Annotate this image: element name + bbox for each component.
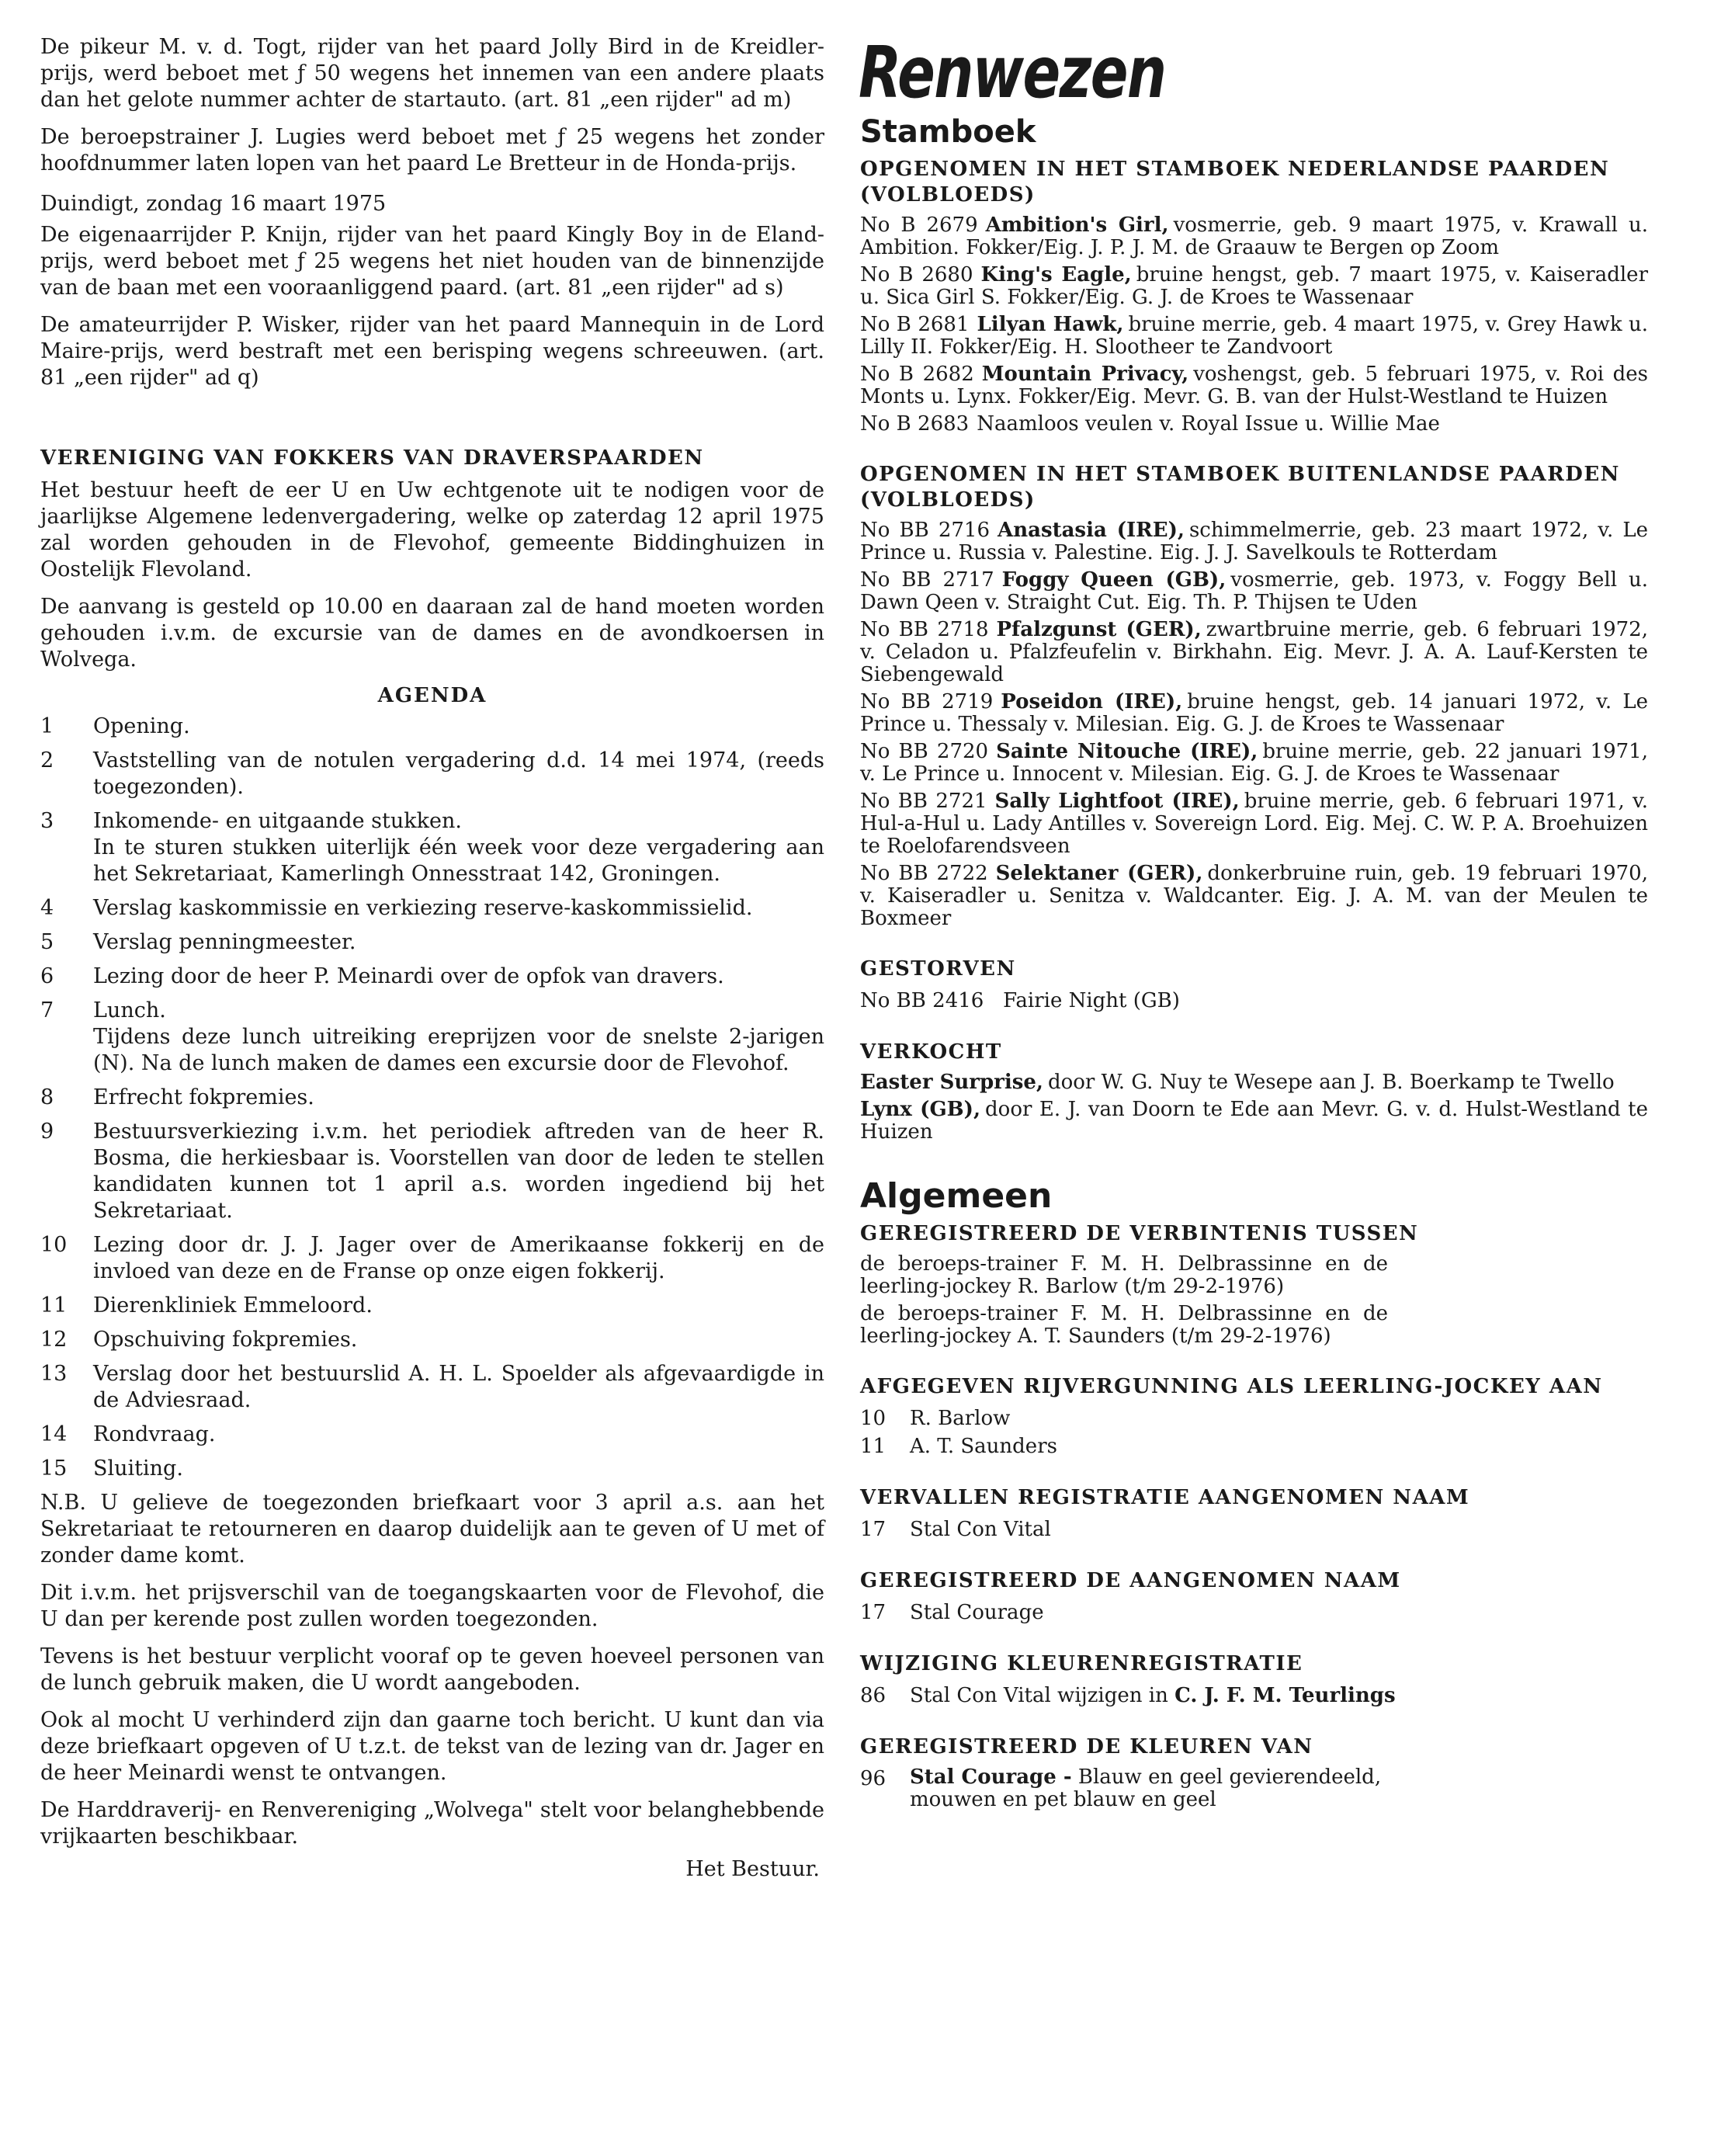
- stamboek-entry: [860, 569, 1648, 614]
- subsection-title-stamboek: Stamboek: [860, 114, 1036, 150]
- entry-bold: C. J. F. M. Teurlings: [1174, 1684, 1396, 1707]
- entry-number: 10: [860, 1407, 886, 1430]
- entry-text: vosmerrie, geb. 9 maart 1975, v. Krawall u. Ambition. Fokker/Eig. J. P. J. M. de Graauw te Bergen op Zoom: [860, 214, 1648, 259]
- agenda-line: Inkomende- en uitgaande stukken.: [93, 809, 462, 833]
- rijvergunning-entry: [860, 1406, 1648, 1431]
- agenda-item: [40, 1327, 824, 1353]
- agenda-item: [40, 748, 824, 800]
- entry-text: voshengst, geb. 5 februari 1975, v. Roi des Monts u. Lynx. Fokker/Eig. Mevr. G. B. van der Hulst-Westland te Huizen: [860, 363, 1648, 408]
- horse-name: Anastasia (IRE),: [998, 519, 1185, 542]
- entry-number: 17: [860, 1518, 886, 1541]
- verkocht-entry: [860, 1099, 1648, 1144]
- agenda-item: [40, 808, 824, 887]
- agenda-item: [40, 1422, 824, 1448]
- paragraph: Ook al mocht U verhinderd zijn dan gaarne toch bericht. U kunt dan via deze briefkaart opgeven of U t.z.t. de tekst van de lezing van dr. Jager en de heer Meinardi wenst te ontvangen.: [40, 1708, 824, 1785]
- paragraph: De pikeur M. v. d. Togt, rijder van het paard Jolly Bird in de Kreidler-prijs, werd beboet met ƒ 50 wegens het innemen van een andere plaats dan het gelote nummer achter de startauto. (art. 81 „een rijder" ad m): [40, 35, 824, 112]
- agenda-text: [93, 1119, 824, 1224]
- agenda-text: [93, 1327, 824, 1353]
- agenda-text: [93, 998, 824, 1077]
- agenda-number: 1: [40, 714, 54, 738]
- entry-number: No B 2681: [860, 313, 970, 336]
- agenda-text: [93, 1293, 824, 1319]
- entry-number: 17: [860, 1601, 886, 1624]
- rijvergunning-entry: [860, 1434, 1648, 1459]
- entry-text: bruine merrie, geb. 6 februari 1971, v. Hul-a-Hul u. Lady Antilles v. Sovereign Lord. Eig. Mej. C. W. P. A. Broehuizen te Roelofarendsveen: [860, 790, 1648, 858]
- paragraph: N.B. U gelieve de toegezonden briefkaart voor 3 april a.s. aan het Sekretariaat te retourneren en daarop duidelijk aan te geven of U met of zonder dame komt.: [40, 1491, 824, 1568]
- entry-number: 11: [860, 1435, 886, 1458]
- agenda-item: [40, 713, 824, 740]
- verbintenis-entry: de beroeps-trainer F. M. H. Delbrassinne en de leerling-jockey A. T. Saunders (t/m 29-2-1976): [860, 1302, 1388, 1348]
- entry-text: schimmelmerrie, geb. 23 maart 1972, v. Le Prince u. Russia v. Palestine. Eig. J. J. Savelkouls te Rotterdam: [860, 519, 1648, 564]
- entry-text: Blauw en geel gevierendeeld, mouwen en pet blauw en geel: [910, 1765, 1382, 1811]
- agenda-number: 2: [40, 748, 54, 772]
- agenda-line: Verslag kaskommissie en verkiezing reserve-kaskommissielid.: [93, 896, 753, 920]
- agenda-text: [93, 748, 824, 800]
- agenda-number: 7: [40, 998, 54, 1022]
- agenda-number: 12: [40, 1328, 68, 1352]
- entry-text: Stal Courage: [910, 1601, 1044, 1624]
- section-heading: VERENIGING VAN FOKKERS VAN DRAVERSPAARDEN: [40, 446, 704, 470]
- gestorven-entry: No BB 2416 Fairie Night (GB): [860, 989, 1180, 1012]
- entry-number: No BB 2716: [860, 519, 991, 542]
- entry-number: No BB 2718: [860, 618, 989, 641]
- heading-nederlandse-paarden: OPGENOMEN IN HET STAMBOEK NEDERLANDSE PAARDEN (VOLBLOEDS): [860, 158, 1610, 207]
- agenda-line: Opschuiving fokpremies.: [93, 1328, 358, 1352]
- agenda-list: [40, 713, 824, 1482]
- entry-number: No B 2682: [860, 363, 974, 386]
- subsection-title-algemeen: Algemeen: [860, 1176, 1053, 1216]
- agenda-number: 9: [40, 1120, 54, 1144]
- heading-buitenlandse-paarden: OPGENOMEN IN HET STAMBOEK BUITENLANDSE PAARDEN (VOLBLOEDS): [860, 463, 1620, 512]
- kleuren-entry: [860, 1766, 1648, 1811]
- heading-vervallen: VERVALLEN REGISTRATIE AANGENOMEN NAAM: [860, 1486, 1470, 1509]
- stamboek-entry: [860, 790, 1648, 858]
- agenda-item: [40, 998, 824, 1077]
- horse-name: Easter Surprise,: [860, 1071, 1043, 1094]
- agenda-text: [93, 1085, 824, 1111]
- agenda-item: [40, 1085, 824, 1111]
- agenda-number: 8: [40, 1085, 54, 1109]
- verkocht-entry: [860, 1071, 1648, 1094]
- agenda-number: 4: [40, 896, 54, 920]
- heading-verbintenis: GEREGISTREERD DE VERBINTENIS TUSSEN: [860, 1222, 1419, 1245]
- stamboek-entry: [860, 691, 1648, 736]
- agenda-number: 6: [40, 964, 54, 988]
- agenda-line: Vaststelling van de notulen vergadering d.d. 14 mei 1974, (reeds toegezonden).: [93, 748, 824, 799]
- horse-name: Selektaner (GER),: [995, 862, 1203, 885]
- heading-aangenomen-naam: GEREGISTREERD DE AANGENOMEN NAAM: [860, 1569, 1401, 1592]
- agenda-item: [40, 1293, 824, 1319]
- verkocht-entries: [860, 1071, 1648, 1144]
- agenda-item: [40, 1456, 824, 1482]
- agenda-item: [40, 895, 824, 922]
- entry-number: 86: [860, 1684, 886, 1707]
- entry-text: bruine hengst, geb. 7 maart 1975, v. Kaiseradler u. Sica Girl S. Fokker/Eig. G. J. de Kroes te Wassenaar: [860, 263, 1648, 309]
- agenda-item: [40, 963, 824, 990]
- agenda-line: Lunch.: [93, 998, 166, 1022]
- agenda-line: Sluiting.: [93, 1456, 183, 1481]
- heading-gestorven: GESTORVEN: [860, 957, 1016, 981]
- bl-entries: [860, 519, 1648, 930]
- stamboek-entry: [860, 363, 1648, 408]
- agenda-text: [93, 1232, 824, 1285]
- agenda-text: [93, 895, 824, 922]
- agenda-text: [93, 1361, 824, 1414]
- horse-name: Lilyan Hawk,: [977, 313, 1124, 336]
- verbintenis-entry: de beroeps-trainer F. M. H. Delbrassinne en de leerling-jockey R. Barlow (t/m 29-2-1976): [860, 1252, 1388, 1298]
- horse-name: Pfalzgunst (GER),: [996, 618, 1202, 641]
- agenda-line: Rondvraag.: [93, 1422, 216, 1446]
- signature: Het Bestuur.: [685, 1857, 820, 1881]
- paragraph: Tevens is het bestuur verplicht vooraf op te geven hoeveel personen van de lunch gebruik maken, die U wordt aangeboden.: [40, 1644, 824, 1695]
- heading-rijvergunning: AFGEGEVEN RIJVERGUNNING ALS LEERLING-JOCKEY AAN: [860, 1375, 1603, 1398]
- agenda-number: 14: [40, 1422, 68, 1446]
- agenda-line: Erfrecht fokpremies.: [93, 1085, 314, 1109]
- right-column: [859, 31, 1649, 1814]
- agenda-text: [93, 1456, 824, 1482]
- horse-name: Lynx (GB),: [860, 1098, 981, 1121]
- agenda-text: [93, 713, 824, 740]
- agenda-line: Opening.: [93, 714, 190, 738]
- agenda-text: [93, 929, 824, 956]
- agenda-text: [93, 1422, 824, 1448]
- entry-text: A. T. Saunders: [910, 1435, 1057, 1458]
- entry-number: No BB 2720: [860, 740, 989, 763]
- nl-entries: [860, 214, 1648, 436]
- paragraph: De amateurrijder P. Wisker, rijder van het paard Mannequin in de Lord Maire-prijs, werd bestraft met een berisping wegens schreeuwen. (art. 81 „een rijder" ad q): [40, 313, 824, 390]
- agenda-line: Lezing door dr. J. J. Jager over de Amerikaanse fokkerij en de invloed van deze en de Franse op onze eigen fokkerij.: [93, 1233, 824, 1283]
- agenda-number: 11: [40, 1293, 68, 1318]
- entry-number: No B 2679: [860, 214, 978, 237]
- agenda-subline: In te sturen stukken uiterlijk één week voor deze vergadering aan het Sekretariaat, Kamerlingh Onnesstraat 142, Groningen.: [93, 835, 824, 886]
- stamboek-entry: [860, 413, 1648, 436]
- paragraph: De eigenaarrijder P. Knijn, rijder van het paard Kingly Boy in de Eland-prijs, werd beboet met ƒ 25 wegens het niet houden van de binnenzijde van de baan met een vooraanliggend paard. (art. 81 „een rijder" ad s): [40, 223, 824, 300]
- paragraph: Dit i.v.m. het prijsverschil van de toegangskaarten voor de Flevohof, die U dan per kerende post zullen worden toegezonden.: [40, 1581, 824, 1631]
- agenda-line: Bestuursverkiezing i.v.m. het periodiek aftreden van de heer R. Bosma, die herkiesbaar is. Voorstellen van door de leden te stellen kandidaten kunnen tot 1 april a.s. worden ingediend bij het Sekretariaat.: [93, 1120, 824, 1223]
- agenda-number: 13: [40, 1362, 68, 1386]
- entry-text: bruine hengst, geb. 14 januari 1972, v. Le Prince u. Thessaly v. Milesian. Eig. G. J. de Kroes te Wassenaar: [860, 690, 1648, 736]
- horse-name: Sainte Nitouche (IRE),: [996, 740, 1258, 763]
- entry-text: door E. J. van Doorn te Ede aan Mevr. G. v. d. Hulst-Westland te Huizen: [860, 1098, 1648, 1144]
- horse-name: Sally Lightfoot (IRE),: [994, 790, 1240, 813]
- stamboek-entry: [860, 214, 1648, 259]
- entry-text: Stal Con Vital: [910, 1518, 1051, 1541]
- wijziging-entry: [860, 1683, 1648, 1708]
- agenda-item: [40, 1232, 824, 1285]
- horse-name: Foggy Queen (GB),: [1001, 568, 1227, 592]
- vervallen-entry: [860, 1517, 1648, 1542]
- date-line: Duindigt, zondag 16 maart 1975: [40, 192, 387, 216]
- entry-number: No BB 2722: [860, 862, 988, 885]
- agenda-line: Dierenkliniek Emmeloord.: [93, 1293, 373, 1318]
- agenda-line: Lezing door de heer P. Meinardi over de opfok van dravers.: [93, 964, 724, 988]
- agenda-item: [40, 929, 824, 956]
- agenda-number: 10: [40, 1233, 68, 1257]
- stamboek-entry: [860, 619, 1648, 686]
- section-title-renwezen: Renwezen: [859, 31, 1166, 114]
- entry-text: vosmerrie, geb. 1973, v. Foggy Bell u. Dawn Qeen v. Straight Cut. Eig. Th. P. Thijsen te Uden: [860, 568, 1648, 614]
- agenda-subline: Tijdens deze lunch uitreiking ereprijzen voor de snelste 2-jarigen (N). Na de lunch maken de dames een excursie door de Flevohof.: [93, 1025, 824, 1075]
- paragraph: Het bestuur heeft de eer U en Uw echtgenote uit te nodigen voor de jaarlijkse Algemene ledenvergadering, welke op zaterdag 12 april 1975 zal worden gehouden in de Flevohof, gemeente Biddinghuizen in Oostelijk Flevoland.: [40, 478, 824, 582]
- horse-name: Mountain Privacy,: [981, 363, 1189, 386]
- heading-wijziging: WIJZIGING KLEURENREGISTRATIE: [860, 1652, 1303, 1675]
- entry-number: No B 2683: [860, 412, 970, 436]
- horse-name: Poseidon (IRE),: [1001, 690, 1183, 713]
- entry-number: No BB 2719: [860, 690, 994, 713]
- entry-number: No B 2680: [860, 263, 973, 286]
- entry-number: 96: [860, 1767, 886, 1790]
- agenda-number: 5: [40, 930, 54, 954]
- horse-name: Ambition's Girl,: [985, 214, 1169, 237]
- agenda-item: [40, 1361, 824, 1414]
- entry-number: No BB 2717: [860, 568, 994, 592]
- entry-text: zwartbruine merrie, geb. 6 februari 1972, v. Celadon u. Pfalzfeufelin v. Birkhahn. Eig. Mevr. J. A. A. Lauf-Kersten te Siebengewald: [860, 618, 1648, 686]
- horse-name: King's Eagle,: [980, 263, 1132, 286]
- paragraph: De Harddraverij- en Renvereniging „Wolvega" stelt voor belanghebbende vrijkaarten beschikbaar.: [40, 1798, 824, 1849]
- agenda-text: [93, 808, 824, 887]
- paragraph: De aanvang is gesteld op 10.00 en daaraan zal de hand moeten worden gehouden i.v.m. de excursie van de dames en de avondkoersen in Wolvega.: [40, 595, 824, 672]
- entry-text: R. Barlow: [910, 1407, 1011, 1430]
- stamboek-entry: [860, 314, 1648, 359]
- entry-text: bruine merrie, geb. 4 maart 1975, v. Grey Hawk u. Lilly II. Fokker/Eig. H. Slootheer te Zandvoort: [860, 313, 1649, 359]
- agenda-item: [40, 1119, 824, 1224]
- aangenomen-entry: [860, 1600, 1648, 1625]
- stamboek-entry: [860, 741, 1648, 786]
- stamboek-entry: [860, 863, 1648, 930]
- heading-verkocht: VERKOCHT: [860, 1040, 1002, 1064]
- entry-text: Stal Con Vital wijzigen in: [910, 1684, 1168, 1707]
- stamboek-entry: [860, 264, 1648, 309]
- agenda-number: 3: [40, 809, 54, 833]
- agenda-line: Verslag door het bestuurslid A. H. L. Spoelder als afgevaardigde in de Adviesraad.: [93, 1362, 824, 1412]
- agenda-line: Verslag penningmeester.: [93, 930, 356, 954]
- agenda-text: [93, 963, 824, 990]
- entry-text: bruine merrie, geb. 22 januari 1971, v. Le Prince u. Innocent v. Milesian. Eig. G. J. de Kroes te Wassenaar: [860, 740, 1648, 786]
- paragraph: De beroepstrainer J. Lugies werd beboet met ƒ 25 wegens het zonder hoofdnummer laten lopen van het paard Le Bretteur in de Honda-prijs.: [40, 125, 824, 175]
- heading-kleuren: GEREGISTREERD DE KLEUREN VAN: [860, 1735, 1313, 1758]
- entry-number: No BB 2721: [860, 790, 987, 813]
- entry-bold: Stal Courage -: [910, 1765, 1072, 1789]
- entry-text: Naamloos veulen v. Royal Issue u. Willie Mae: [977, 412, 1440, 436]
- stamboek-entry: [860, 519, 1648, 564]
- left-column: [40, 34, 824, 1894]
- entry-text: door W. G. Nuy te Wesepe aan J. B. Boerkamp te Twello: [1047, 1071, 1615, 1094]
- entry-text: donkerbruine ruin, geb. 19 februari 1970, v. Kaiseradler u. Senitza v. Waldcanter. Eig. J. A. M. van der Meulen te Boxmeer: [860, 862, 1648, 930]
- agenda-title: AGENDA: [377, 684, 487, 707]
- agenda-number: 15: [40, 1456, 68, 1481]
